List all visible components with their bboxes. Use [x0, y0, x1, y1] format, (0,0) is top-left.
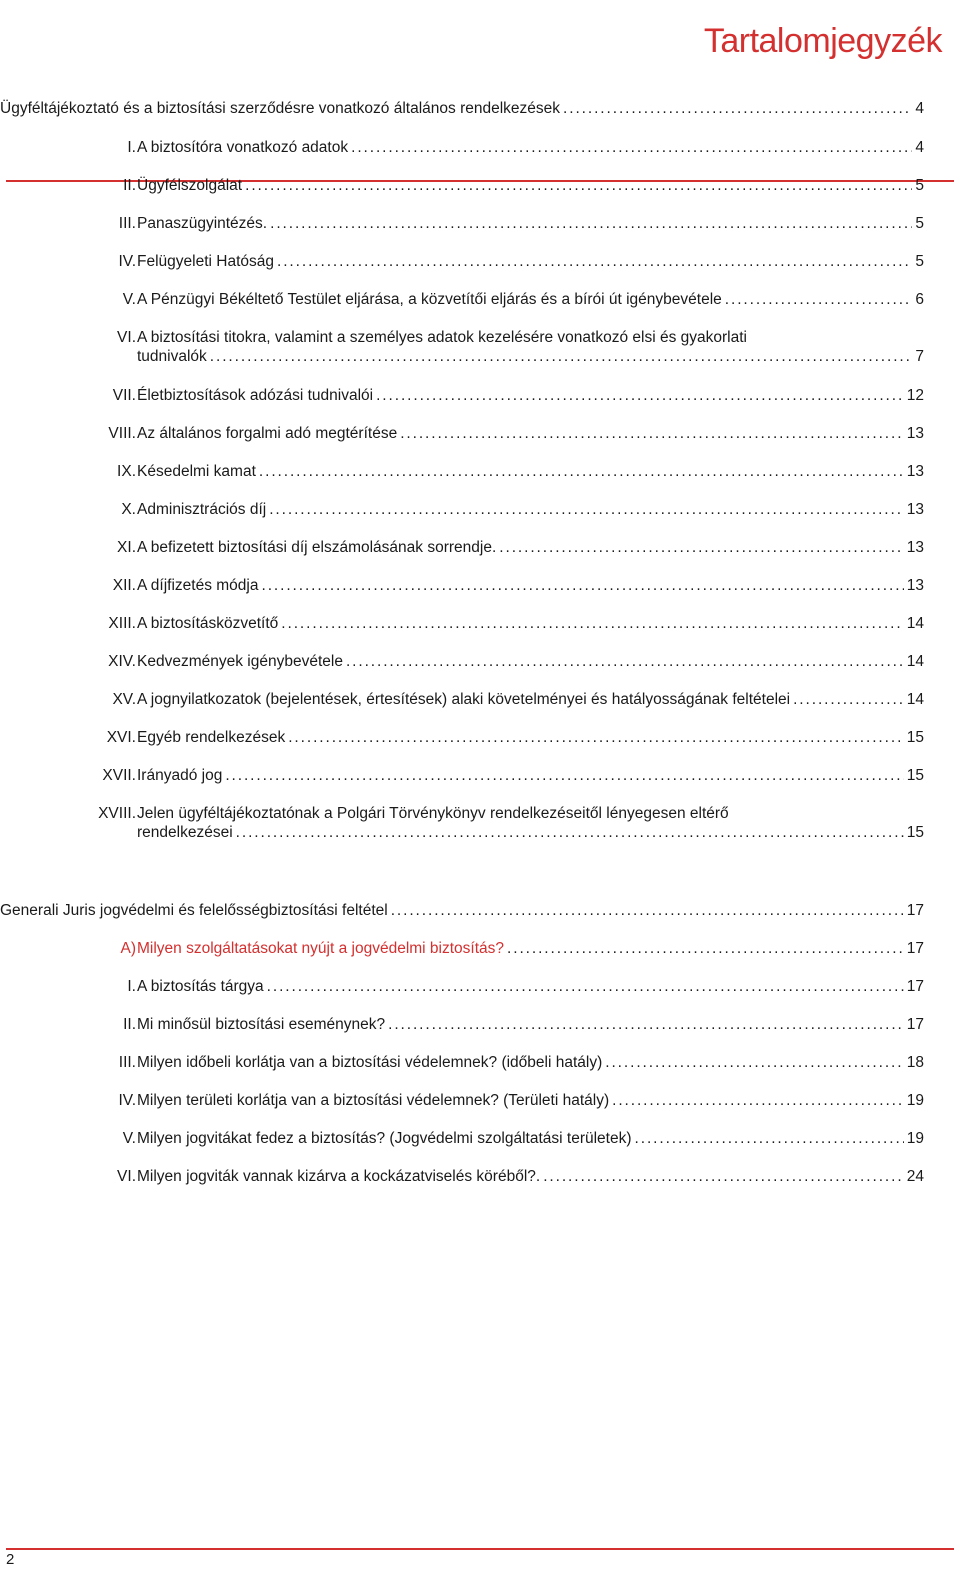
toc-page-number: 14	[906, 691, 924, 708]
toc-item-number: IV.	[118, 253, 136, 270]
toc-item-label: rendelkezései	[137, 824, 233, 841]
toc-page-number: 19	[906, 1092, 924, 1109]
toc-item-number: VIII.	[108, 425, 136, 442]
toc-item-number: XV.	[112, 691, 136, 708]
toc-item-number: X.	[121, 501, 136, 518]
toc-item-number: VI.	[117, 329, 136, 346]
toc-page-number: 13	[906, 425, 924, 442]
toc-item-number: XVI.	[106, 729, 136, 746]
toc-page-number: 15	[906, 767, 924, 784]
toc-item-label: Az általános forgalmi adó megtérítése	[137, 425, 398, 442]
toc-item-label: Ügyfélszolgálat	[137, 177, 243, 194]
toc-page-number: 5	[915, 177, 924, 194]
toc-item-number: A)	[120, 940, 136, 957]
toc-item-label: A jognyilatkozatok (bejelentések, értesítések) alaki követelményei és hatályosságának feltételei	[137, 691, 791, 708]
toc-item-number: XI.	[117, 539, 136, 556]
toc-item-label: A biztosítás tárgya	[137, 978, 264, 995]
toc-item-label: Milyen jogviták vannak kizárva a kockázatviselés köréből?.	[137, 1168, 541, 1185]
toc-item-label-line1: A biztosítási titokra, valamint a személyes adatok kezelésére vonatkozó elsi és gyakorlati	[137, 329, 747, 346]
toc-page-number: 4	[915, 100, 924, 117]
toc-page-number: 15	[906, 824, 924, 841]
toc-page-number: 4	[915, 139, 924, 156]
toc-item-number: XII.	[112, 577, 136, 594]
toc-page-number: 12	[906, 387, 924, 404]
toc-item-number: XVII.	[102, 767, 136, 784]
toc-item-number: II.	[123, 177, 136, 194]
toc-page-number: 13	[906, 577, 924, 594]
toc-heading-label: Generali Juris jogvédelmi és felelősségbiztosítási feltétel	[0, 902, 388, 919]
toc-item-label: Kedvezmények igénybevétele	[137, 653, 343, 670]
toc-item-label: Egyéb rendelkezések	[137, 729, 286, 746]
footer-page-number: 2	[6, 1551, 15, 1568]
toc-page-number: 13	[906, 501, 924, 518]
dot-leader	[793, 690, 904, 709]
dot-leader	[391, 901, 904, 920]
toc-page-number: 13	[906, 463, 924, 480]
toc-item-number: III.	[118, 215, 136, 232]
toc-item-label: Irányadó jog	[137, 767, 223, 784]
dot-leader	[635, 1129, 904, 1148]
toc-item-label: A befizetett biztosítási díj elszámolásának sorrendje.	[137, 539, 497, 556]
toc-item-label: Milyen szolgáltatásokat nyújt a jogvédelmi biztosítás?	[137, 940, 505, 957]
dot-leader	[270, 214, 912, 233]
toc-page-number: 13	[906, 539, 924, 556]
toc-page-number: 6	[915, 291, 924, 308]
dot-leader	[261, 576, 903, 595]
toc-page-number: 14	[906, 615, 924, 632]
toc-item-number: II.	[123, 1016, 136, 1033]
dot-leader	[499, 538, 903, 557]
toc-item-label: A biztosításközvetítő	[137, 615, 279, 632]
toc-item-number: XIV.	[108, 653, 136, 670]
dot-leader	[563, 99, 912, 118]
toc-item-number: IV.	[118, 1092, 136, 1109]
toc-page-number: 17	[906, 978, 924, 995]
toc-page-number: 17	[906, 940, 924, 957]
toc-item-label: Panaszügyintézés.	[137, 215, 268, 232]
toc-item-label: Életbiztosítások adózási tudnivalói	[137, 387, 374, 404]
toc-item-number: V.	[122, 1130, 136, 1147]
toc-item-label: Milyen jogvitákat fedez a biztosítás? (Jogvédelmi szolgáltatási területek)	[137, 1130, 632, 1147]
toc-item-number: I.	[127, 139, 136, 156]
toc-item-label: Felügyeleti Hatóság	[137, 253, 274, 270]
toc-item-number: XVIII.	[98, 805, 136, 822]
toc-page-number: 7	[915, 348, 924, 365]
toc-item-label: Milyen területi korlátja van a biztosítási védelemnek? (Területi hatály)	[137, 1092, 610, 1109]
toc-page-number: 17	[906, 902, 924, 919]
dot-leader	[210, 347, 913, 366]
dot-leader	[725, 290, 913, 309]
dot-leader	[612, 1091, 904, 1110]
toc-item-number: IX.	[117, 463, 136, 480]
toc-item-label: A Pénzügyi Békéltető Testület eljárása, a közvetítői eljárás és a bírói út igénybevétele	[137, 291, 722, 308]
dot-leader	[351, 138, 912, 157]
toc-item-number: III.	[118, 1054, 136, 1071]
dot-leader	[388, 1015, 904, 1034]
dot-leader	[269, 500, 904, 519]
toc-page-number: 19	[906, 1130, 924, 1147]
toc-item-number: V.	[122, 291, 136, 308]
toc-item-number: I.	[127, 978, 136, 995]
dot-leader	[400, 424, 904, 443]
toc-item-label: Késedelmi kamat	[137, 463, 256, 480]
toc-item-label: Adminisztrációs díj	[137, 501, 267, 518]
toc-item-label: Milyen időbeli korlátja van a biztosítási védelemnek? (időbeli hatály)	[137, 1054, 603, 1071]
toc-page-number: 14	[906, 653, 924, 670]
toc-item-label-line1: Jelen ügyféltájékoztatónak a Polgári Törvénykönyv rendelkezéseitől lényegesen eltérő	[137, 805, 729, 822]
toc-page-number: 5	[915, 253, 924, 270]
dot-leader	[543, 1167, 904, 1186]
toc-item-label: Mi minősül biztosítási eseménynek?	[137, 1016, 386, 1033]
dot-leader	[236, 823, 904, 842]
dot-leader	[507, 939, 904, 958]
toc-item-number: XIII.	[108, 615, 136, 632]
dot-leader	[225, 766, 903, 785]
dot-leader	[288, 728, 904, 747]
toc-page-number: 15	[906, 729, 924, 746]
bottom-divider	[6, 1548, 954, 1550]
dot-leader	[346, 652, 904, 671]
dot-leader	[277, 252, 912, 271]
dot-leader	[245, 176, 912, 195]
dot-leader	[281, 614, 903, 633]
toc-item-label: A biztosítóra vonatkozó adatok	[137, 139, 349, 156]
dot-leader	[605, 1053, 904, 1072]
toc-page-number: 18	[906, 1054, 924, 1071]
toc-page-number: 5	[915, 215, 924, 232]
toc-item-label: tudnivalók	[137, 348, 207, 365]
toc-page-number: 17	[906, 1016, 924, 1033]
toc-item-number: VII.	[112, 387, 136, 404]
toc-item-label: A díjfizetés módja	[137, 577, 259, 594]
toc-item-number: VI.	[117, 1168, 136, 1185]
toc-heading-label: Ügyféltájékoztató és a biztosítási szerződésre vonatkozó általános rendelkezések	[0, 100, 561, 117]
page-title: Tartalomjegyzék	[703, 22, 942, 60]
dot-leader	[267, 977, 904, 996]
toc-page-number: 24	[906, 1168, 924, 1185]
dot-leader	[376, 386, 904, 405]
dot-leader	[259, 462, 904, 481]
